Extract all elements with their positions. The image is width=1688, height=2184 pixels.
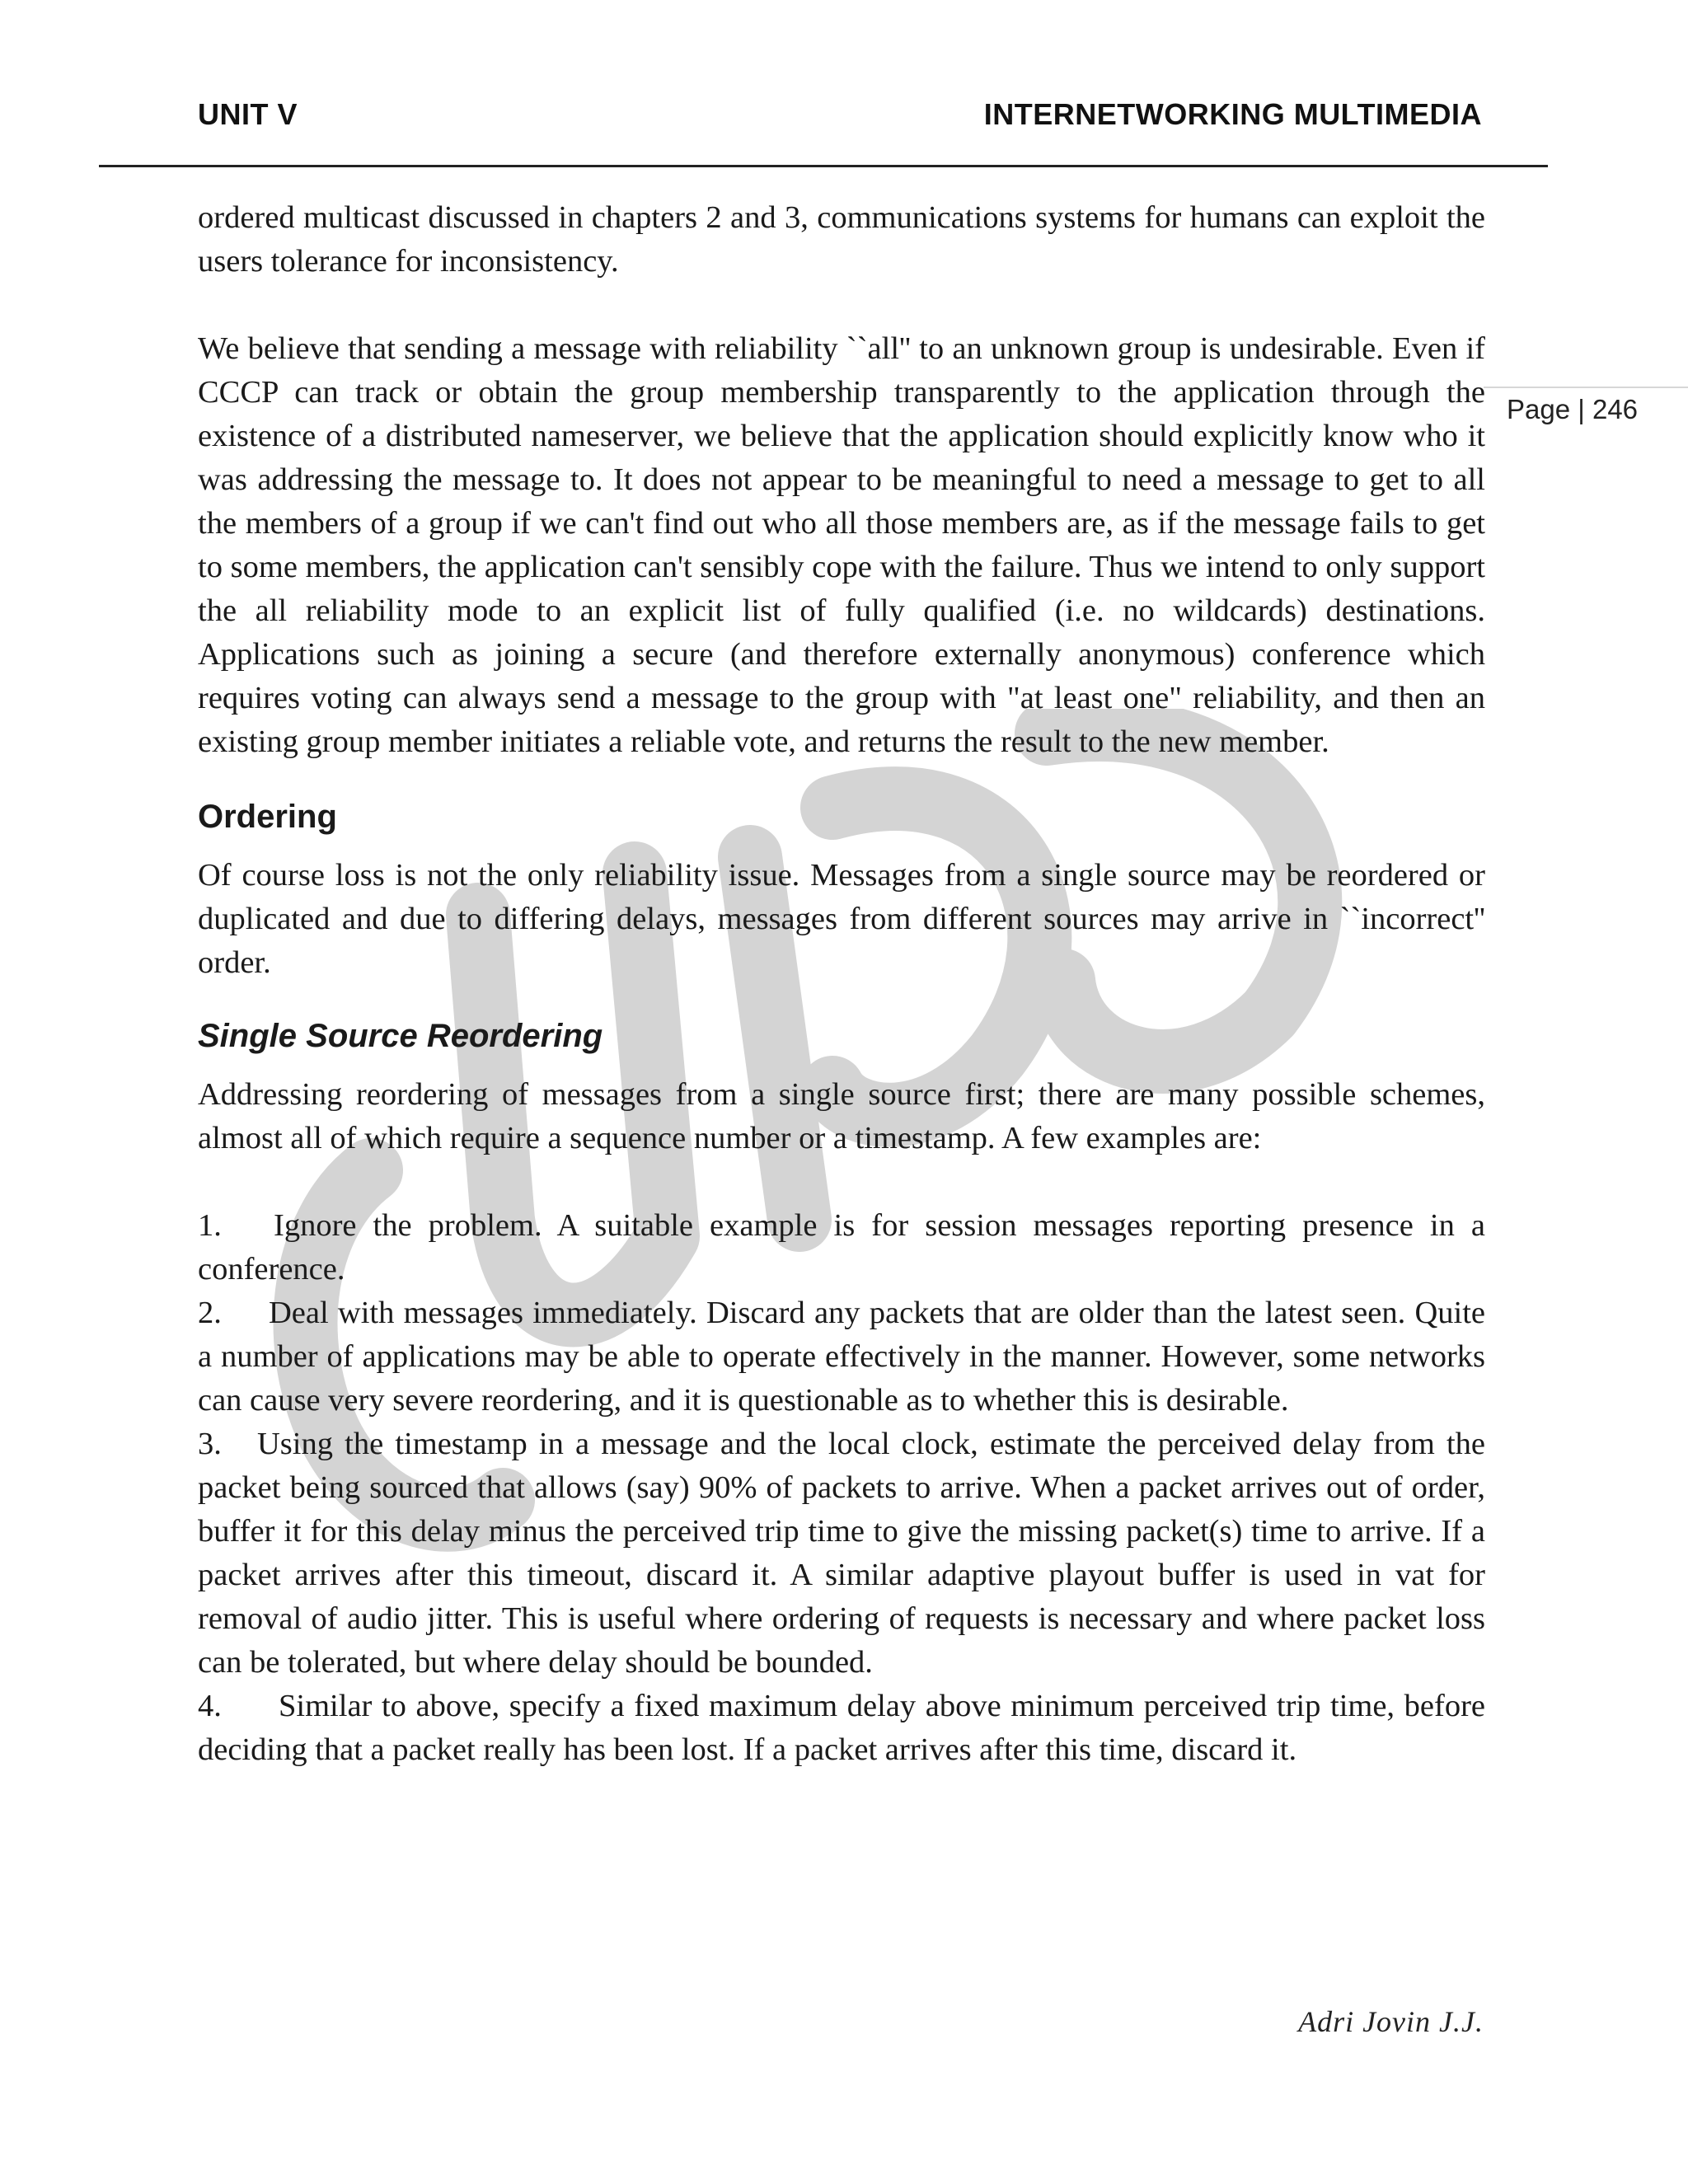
list-number: 3.	[198, 1427, 222, 1461]
list-number: 1.	[198, 1208, 222, 1243]
list-item	[198, 1291, 1485, 1422]
list-text: Ignore the problem. A suitable example is for session messages reporting presence in a conference.	[198, 1208, 1485, 1286]
paragraph-intro: ordered multicast discussed in chapters 2 and 3, communications systems for humans can exploit the users tolerance for inconsistency.	[198, 200, 1485, 279]
list-item	[198, 1685, 1485, 1772]
paragraph-single-source: Addressing reordering of messages from a single source first; there are many possible schemes, almost all of which require a sequence number or a timestamp. A few examples are:	[198, 1077, 1485, 1155]
author-signature: Adri Jovin J.J.	[1298, 2005, 1484, 2038]
paragraph-ordering: Of course loss is not the only reliability issue. Messages from a single source may be reordered or duplicated and due to differing delays, messages from different sources may arrive in ``incorrect'' order.	[198, 858, 1485, 980]
heading-single-source: Single Source Reordering	[198, 1018, 603, 1054]
paragraph-reliability: We believe that sending a message with reliability ``all'' to an unknown group is undesirable. Even if CCCP can track or obtain the group membership transparently to the application through the existence of a distributed nameserver, we believe that the application should explicitly know who it was addressing the message to. It does not appear to be meaningful to need a message to get to all the members of a group if we can't find out who all those members are, as if the message fails to get to some members, the application can't sensibly cope with the failure. Thus we intend to only support the all reliability mode to an explicit list of fully qualified (i.e. no wildcards) destinations. Applications such as joining a secure (and therefore externally anonymous) conference which requires voting can always send a message to the group with "at least one" reliability, and then an existing group member initiates a reliable vote, and returns the result to the new member.	[198, 331, 1485, 759]
header-rule	[99, 165, 1548, 167]
list-number: 4.	[198, 1689, 222, 1723]
header-title: INTERNETWORKING MULTIMEDIA	[983, 97, 1482, 131]
list-text: Similar to above, specify a fixed maximum delay above minimum perceived trip time, before deciding that a packet really has been lost. If a packet arrives after this time, discard it.	[198, 1689, 1485, 1767]
list-item	[198, 1422, 1485, 1685]
header-unit: UNIT V	[198, 97, 298, 131]
list-text: Deal with messages immediately. Discard any packets that are older than the latest seen. Quite a number of applications may be able to operate effectively in the manner. However, some networks can cause very severe reordering, and it is questionable as to whether this is desirable.	[198, 1296, 1485, 1418]
heading-ordering: Ordering	[198, 799, 337, 835]
list-item	[198, 1204, 1485, 1291]
list-text: Using the timestamp in a message and the local clock, estimate the perceived delay from the packet being sourced that allows (say) 90% of packets to arrive. When a packet arrives out of order, buffer it for this delay minus the perceived trip time to give the missing packet(s) time to arrive. If a packet arrives after this timeout, discard it. A similar adaptive playout buffer is used in vat for removal of audio jitter. This is useful where ordering of requests is necessary and where packet loss can be tolerated, but where delay should be bounded.	[198, 1427, 1485, 1680]
page-number: Page | 246	[1507, 394, 1639, 424]
list-number: 2.	[198, 1296, 222, 1330]
page-content	[198, 196, 1485, 1772]
page-number-rule	[1484, 387, 1688, 388]
